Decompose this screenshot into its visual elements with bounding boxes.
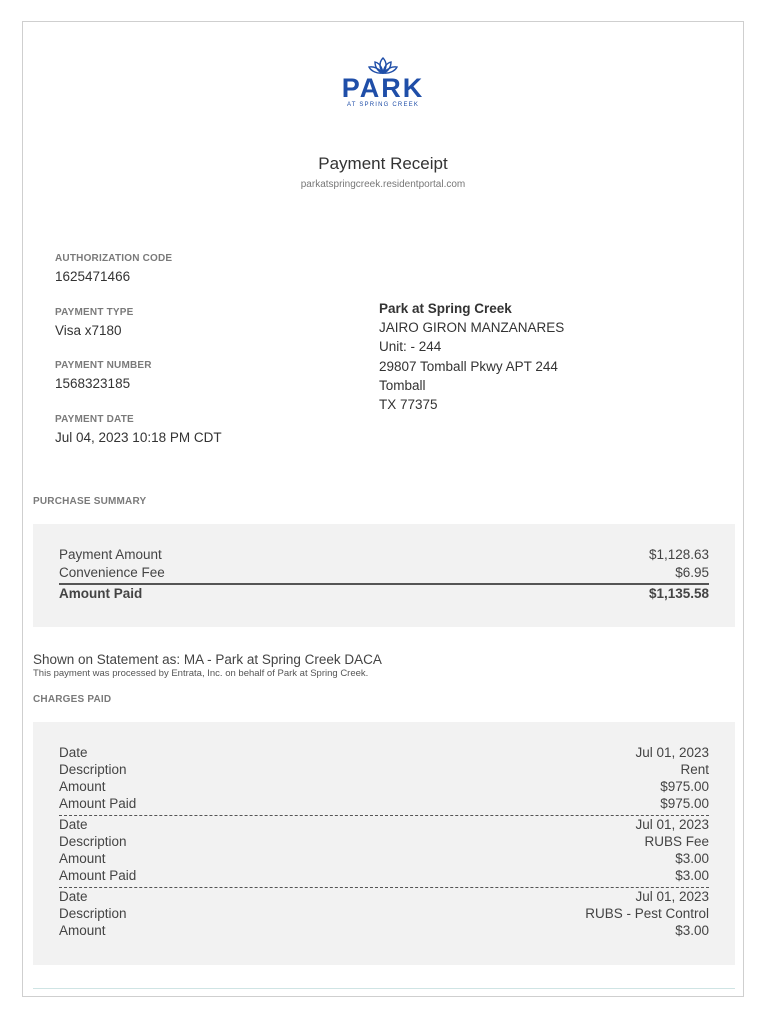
payment-number-value: 1568323185 bbox=[55, 376, 131, 391]
page-title: Payment Receipt bbox=[318, 154, 448, 173]
resident-name: JAIRO GIRON MANZANARES bbox=[379, 320, 565, 336]
charge-value: $3.00 bbox=[675, 868, 709, 883]
purchase-summary-panel bbox=[33, 524, 735, 627]
statement-descriptor: Shown on Statement as: MA - Park at Spring Creek DACA bbox=[33, 652, 382, 667]
summary-label: Payment Amount bbox=[59, 547, 162, 562]
charge-label: Amount bbox=[59, 851, 106, 866]
charge-value: Jul 01, 2023 bbox=[635, 817, 709, 832]
charge-value: RUBS Fee bbox=[644, 834, 709, 849]
street: 29807 Tomball Pkwy APT 244 bbox=[379, 358, 558, 374]
payment-date-value: Jul 04, 2023 10:18 PM CDT bbox=[55, 430, 222, 445]
charge-label: Description bbox=[59, 762, 127, 777]
charge-label: Description bbox=[59, 834, 127, 849]
authorization-code-value: 1625471466 bbox=[55, 269, 131, 284]
total-value: $1,135.58 bbox=[648, 586, 709, 601]
receipt-page bbox=[22, 21, 744, 997]
charge-row bbox=[59, 796, 709, 811]
charge-row bbox=[59, 779, 709, 794]
charge-label: Description bbox=[59, 906, 127, 921]
property-name: Park at Spring Creek bbox=[379, 301, 512, 316]
charge-row bbox=[59, 923, 709, 938]
total-label: Amount Paid bbox=[59, 586, 143, 601]
total-divider bbox=[59, 583, 709, 585]
charge-row bbox=[59, 745, 709, 760]
charge-label: Amount bbox=[59, 779, 106, 794]
state-zip: TX 77375 bbox=[379, 397, 438, 413]
payment-type-label: PAYMENT TYPE bbox=[55, 307, 134, 318]
charge-row bbox=[59, 762, 709, 777]
logo-wordmark: PARK bbox=[341, 73, 425, 103]
charge-label: Amount Paid bbox=[59, 796, 137, 811]
charge-value: RUBS - Pest Control bbox=[585, 906, 709, 921]
charge-label: Date bbox=[59, 817, 88, 832]
unit: Unit: - 244 bbox=[379, 339, 442, 355]
charge-value: $975.00 bbox=[660, 796, 709, 811]
charge-row bbox=[59, 817, 709, 832]
summary-label: Convenience Fee bbox=[59, 565, 165, 580]
charge-divider bbox=[59, 815, 709, 816]
charge-value: Jul 01, 2023 bbox=[635, 745, 709, 760]
charge-value: Jul 01, 2023 bbox=[635, 889, 709, 904]
charge-row bbox=[59, 868, 709, 883]
summary-row bbox=[59, 547, 709, 562]
charge-row bbox=[59, 889, 709, 904]
city: Tomball bbox=[379, 377, 426, 393]
summary-value: $1,128.63 bbox=[648, 547, 709, 562]
charge-value: Rent bbox=[680, 762, 709, 777]
logo-subtitle: AT SPRING CREEK bbox=[346, 102, 420, 108]
charges-paid-panel bbox=[33, 722, 735, 965]
charge-value: $3.00 bbox=[675, 851, 709, 866]
processor-note: This payment was processed by Entrata, Inc. on behalf of Park at Spring Creek. bbox=[33, 668, 369, 679]
charge-row bbox=[59, 906, 709, 921]
billing-address bbox=[379, 299, 564, 414]
summary-value: $6.95 bbox=[675, 565, 709, 580]
charge-row bbox=[59, 834, 709, 849]
payment-number-label: PAYMENT NUMBER bbox=[55, 360, 152, 371]
charge-row bbox=[59, 851, 709, 866]
charge-label: Amount Paid bbox=[59, 868, 137, 883]
payment-date-label: PAYMENT DATE bbox=[55, 414, 134, 425]
charge-label: Date bbox=[59, 889, 88, 904]
summary-row bbox=[59, 565, 709, 580]
payment-type-value: Visa x7180 bbox=[55, 323, 122, 338]
charge-value: $3.00 bbox=[675, 923, 709, 938]
authorization-code-label: AUTHORIZATION CODE bbox=[55, 253, 173, 264]
purchase-summary-title: PURCHASE SUMMARY bbox=[33, 496, 147, 507]
charge-label: Date bbox=[59, 745, 88, 760]
footer-divider bbox=[33, 988, 735, 989]
portal-url: parkatspringcreek.residentportal.com bbox=[300, 179, 466, 190]
charge-label: Amount bbox=[59, 923, 106, 938]
charges-paid-title: CHARGES PAID bbox=[33, 694, 112, 705]
park-logo bbox=[23, 56, 743, 109]
charge-divider bbox=[59, 887, 709, 888]
summary-total-row bbox=[59, 586, 709, 601]
charge-value: $975.00 bbox=[660, 779, 709, 794]
